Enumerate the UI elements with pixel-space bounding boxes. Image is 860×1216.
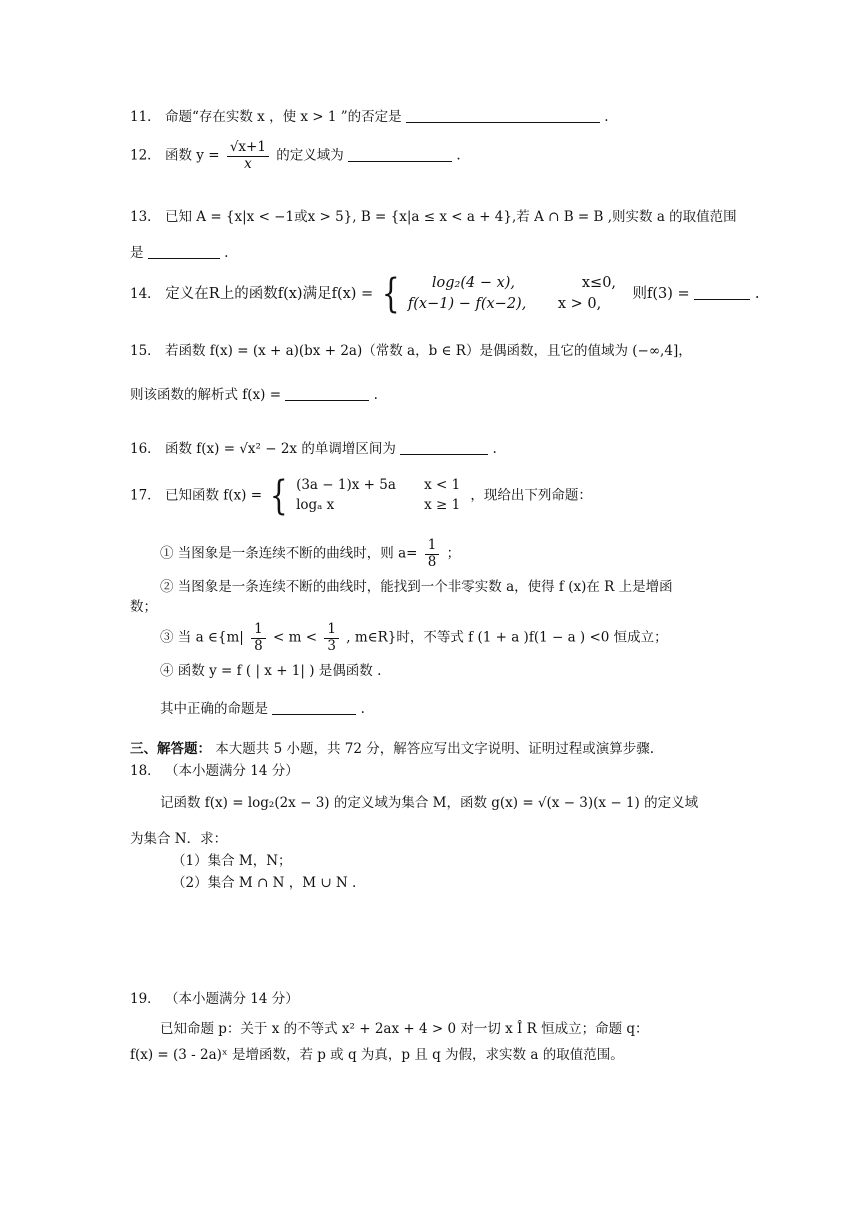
question-15-cont xyxy=(130,386,378,404)
question-number: 16． xyxy=(130,441,161,457)
question-text: 已知命题 p：关于 x 的不等式 x² + 2ax + 4 > 0 对一切 x Î R 恒成立；命题 q： xyxy=(160,1021,649,1037)
case-expression: logₐ x xyxy=(296,497,335,513)
q17-item-2 xyxy=(160,578,673,596)
fraction xyxy=(425,538,440,570)
left-brace-icon: { xyxy=(381,271,400,318)
question-number: 17． xyxy=(130,487,161,504)
period: . xyxy=(604,109,609,125)
section-instructions: 本大题共 5 小题，共 72 分，解答应写出文字说明、证明过程或演算步骤. xyxy=(215,741,655,757)
section-3-heading xyxy=(130,740,654,758)
q17-item-1 xyxy=(160,538,460,570)
question-text: 函数 y = xyxy=(164,147,220,164)
question-19-line1 xyxy=(160,1020,649,1038)
fraction-numerator: 1 xyxy=(251,622,266,639)
fraction-numerator: 1 xyxy=(324,622,339,639)
question-number: 12． xyxy=(130,147,161,164)
question-18-line1 xyxy=(160,794,698,812)
item-text: ② 当图象是一条连续不断的曲线时，能找到一个非零实数 a，使得 f (x)在 R 上是增函 xyxy=(160,579,673,595)
question-13 xyxy=(130,208,737,226)
case-expression: log₂(4 − x), xyxy=(431,275,516,291)
item-text-post: ； xyxy=(446,545,461,562)
fraction-numerator: √x+1 xyxy=(227,140,269,157)
answer-blank[interactable] xyxy=(400,440,488,455)
answer-blank[interactable] xyxy=(694,285,750,300)
fraction xyxy=(251,622,266,654)
sub-question: （1）集合 M，N； xyxy=(172,853,292,869)
item-text: ③ 当 a ∈{m| xyxy=(160,629,244,646)
fraction-numerator: 1 xyxy=(425,538,440,555)
item-text: 数； xyxy=(130,599,157,615)
answer-prompt: 其中正确的命题是 xyxy=(160,701,268,717)
question-18-line2 xyxy=(130,830,227,848)
question-text: 为集合 N．求： xyxy=(130,831,228,847)
period: . xyxy=(754,286,760,303)
sub-question: （2）集合 M ∩ N ，M ∪ N . xyxy=(172,875,357,891)
question-number: 18． xyxy=(130,763,161,779)
case-expression: f(x−1) − f(x−2), xyxy=(407,296,527,313)
q17-item-2-cont xyxy=(130,598,157,616)
question-number: 14． xyxy=(130,286,161,303)
fraction-denominator: x xyxy=(244,155,252,172)
period: . xyxy=(373,387,378,403)
question-text: 若函数 f(x) = (x + a)(bx + 2a)（常数 a，b ∈ R）是偶函数，且它的值域为 (−∞,4]， xyxy=(164,343,692,359)
left-brace-icon: { xyxy=(270,473,288,519)
period: . xyxy=(360,701,365,717)
question-18-sub1 xyxy=(172,852,292,870)
question-text: 定义在R上的函数f(x)满足f(x) = xyxy=(165,286,374,303)
question-text: 已知 A = {x|x < −1或x > 5}, B = {x|a ≤ x < a + 4},若 A ∩ B = B ,则实数 a 的取值范围 xyxy=(164,209,737,225)
question-18-header xyxy=(130,762,299,780)
question-score: （本小题满分 14 分） xyxy=(164,991,299,1007)
fraction xyxy=(324,622,339,654)
section-title: 三、解答题： xyxy=(130,741,211,757)
period: . xyxy=(224,245,229,261)
period: . xyxy=(456,147,461,164)
piecewise-cases xyxy=(408,273,628,315)
question-text: 则该函数的解析式 f(x) = xyxy=(130,387,282,403)
question-19-line2 xyxy=(130,1046,624,1064)
item-text: < m < xyxy=(273,629,318,646)
question-18-sub2 xyxy=(172,874,356,892)
question-text-post: 则f(3) = xyxy=(632,286,690,303)
question-number: 11． xyxy=(130,109,161,125)
fraction xyxy=(227,140,269,172)
fraction-denominator: 8 xyxy=(427,553,437,570)
answer-blank[interactable] xyxy=(272,700,356,715)
question-number: 13． xyxy=(130,209,161,225)
question-text-post: ，现给出下列命题： xyxy=(470,487,592,504)
question-text: 函数 f(x) = √x² − 2x 的单调增区间为 xyxy=(164,441,396,457)
question-text: f(x) = (3 - 2a)ˣ 是增函数，若 p 或 q 为真，p 且 q 为假，求实数 a 的取值范围。 xyxy=(130,1047,624,1063)
q17-item-4 xyxy=(160,662,381,680)
question-text: 是 xyxy=(130,245,144,261)
answer-blank[interactable] xyxy=(406,108,600,123)
answer-blank[interactable] xyxy=(285,386,369,401)
q17-answer xyxy=(160,700,365,718)
question-11 xyxy=(130,108,609,126)
question-16 xyxy=(130,440,497,458)
question-score: （本小题满分 14 分） xyxy=(164,763,299,779)
question-13-cont xyxy=(130,244,228,262)
case-condition: x < 1 xyxy=(424,477,461,494)
item-text: ① 当图象是一条连续不断的曲线时，则 a= xyxy=(160,545,418,562)
piecewise-cases xyxy=(296,476,466,515)
question-text-post: 的定义域为 xyxy=(276,147,344,164)
question-text: 记函数 f(x) = log₂(2x − 3) 的定义域为集合 M，函数 g(x) = √(x − 3)(x − 1) 的定义域 xyxy=(160,795,699,811)
question-text: 命题“存在实数 x ，使 x > 1 ”的否定是 xyxy=(164,109,402,125)
case-condition: x ≥ 1 xyxy=(424,497,461,513)
q17-item-3 xyxy=(160,622,668,654)
answer-blank[interactable] xyxy=(148,244,220,259)
case-condition: x≤0, xyxy=(581,275,617,291)
question-19-header xyxy=(130,990,299,1008)
question-text: 已知函数 f(x) = xyxy=(164,487,263,504)
case-condition: x > 0, xyxy=(557,296,602,313)
question-number: 19． xyxy=(130,991,161,1007)
case-expression: (3a − 1)x + 5a xyxy=(296,477,396,494)
question-14 xyxy=(130,271,760,318)
question-number: 15． xyxy=(130,343,161,359)
answer-blank[interactable] xyxy=(348,147,452,162)
fraction-denominator: 8 xyxy=(254,637,263,654)
item-text-post: , m∈R}时，不等式 f (1 + a )f(1 − a ) <0 恒成立； xyxy=(346,629,668,646)
period: . xyxy=(492,441,497,457)
item-text: ④ 函数 y = f ( | x + 1| ) 是偶函数 . xyxy=(160,663,382,679)
fraction-denominator: 3 xyxy=(327,637,336,654)
question-17 xyxy=(130,473,592,519)
question-12 xyxy=(130,140,461,172)
question-15 xyxy=(130,342,692,360)
